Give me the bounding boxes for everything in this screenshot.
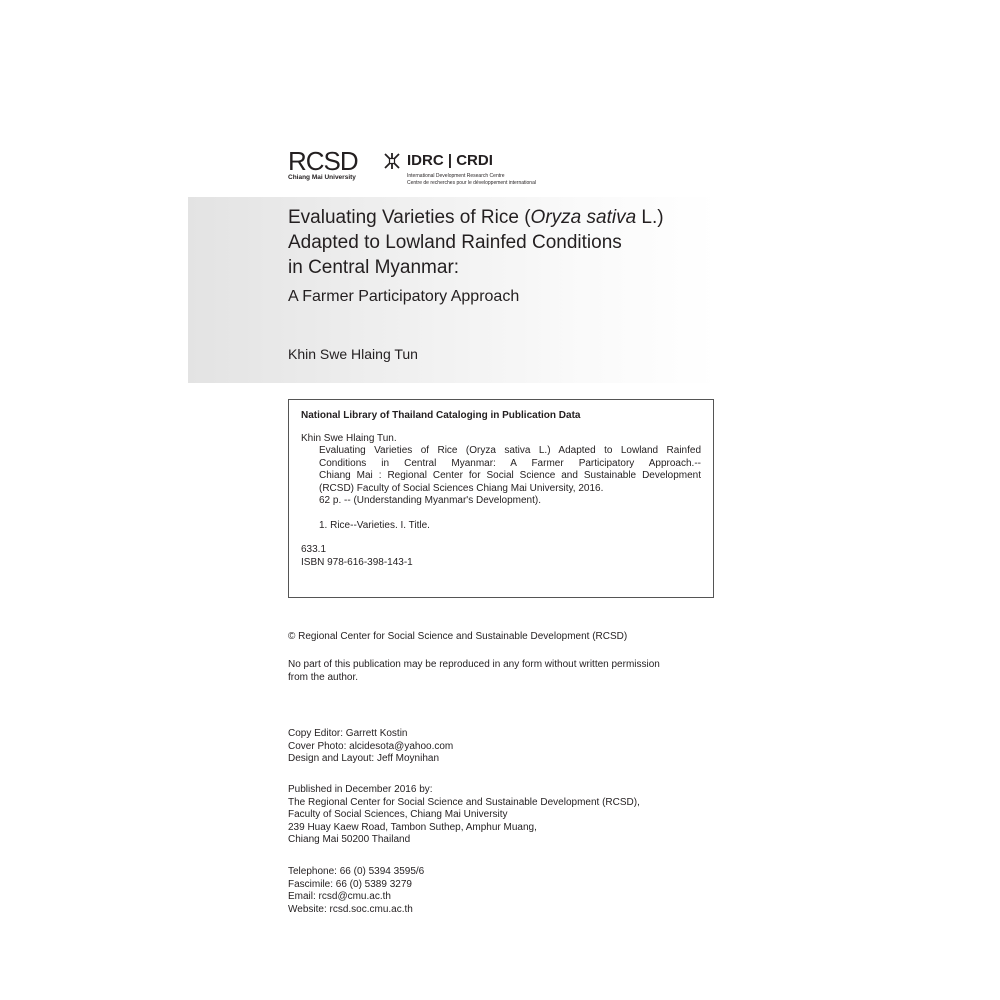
rights-line-2: from the author.	[288, 671, 359, 683]
book-title-line-1	[288, 205, 708, 230]
rcsd-logo-word: RCSD	[288, 146, 358, 176]
cip-description-line: 62 p. -- (Understanding Myanmar's Development).	[319, 495, 542, 506]
cip-description-line: Chiang Mai : Regional Center for Social Science and Sustainable Development	[319, 470, 701, 481]
rcsd-logo	[288, 148, 360, 184]
credit-cover-photo: Cover Photo: alcidesota@yahoo.com	[288, 740, 454, 752]
cip-subjects: 1. Rice--Varieties. I. Title.	[319, 519, 430, 531]
rights-line-1: No part of this publication may be reproduced in any form without written permission	[288, 659, 660, 670]
idrc-logo	[383, 150, 643, 186]
publisher-line-1: The Regional Center for Social Science and Sustainable Development (RCSD),	[288, 796, 640, 808]
idrc-logo-word: IDRC | CRDI	[407, 152, 493, 169]
credits	[288, 728, 718, 766]
contact-fax: Fascimile: 66 (0) 5389 3279	[288, 878, 412, 890]
cip-box	[288, 399, 714, 598]
contact-email: Email: rcsd@cmu.ac.th	[288, 891, 391, 902]
publisher-info	[288, 784, 718, 847]
cip-classification: 633.1	[301, 544, 327, 555]
copyright-notice	[288, 631, 718, 644]
idrc-logo-line-2: Centre de recherches pour le développement international	[407, 180, 536, 186]
rights-notice	[288, 659, 718, 684]
logo-bar	[288, 148, 708, 188]
cip-description	[301, 445, 701, 508]
cip-heading: National Library of Thailand Cataloging in Publication Data	[301, 410, 581, 421]
credit-copy-editor: Copy Editor: Garrett Kostin	[288, 728, 408, 739]
book-title-species: Oryza sativa	[530, 207, 637, 228]
contact-info	[288, 866, 718, 916]
cip-description-line: Evaluating Varieties of Rice (Oryza sativa L.) Adapted to Lowland Rainfed	[319, 445, 701, 456]
publisher-line-4: Chiang Mai 50200 Thailand	[288, 834, 411, 845]
cip-description-line: (RCSD) Faculty of Social Sciences Chiang Mai University, 2016.	[319, 482, 604, 494]
book-subtitle: A Farmer Participatory Approach	[288, 288, 520, 305]
published-date: Published in December 2016 by:	[288, 784, 433, 795]
book-title-line-3: in Central Myanmar:	[288, 257, 460, 278]
cip-isbn: ISBN 978-616-398-143-1	[301, 556, 413, 568]
copyright-text: © Regional Center for Social Science and Sustainable Development (RCSD)	[288, 631, 628, 642]
cip-description-line: Conditions in Central Myanmar: A Farmer Participatory Approach.--	[319, 457, 701, 469]
publisher-line-2: Faculty of Social Sciences, Chiang Mai University	[288, 809, 508, 820]
contact-telephone: Telephone: 66 (0) 5394 3595/6	[288, 866, 425, 877]
book-title-line-1-end: L.)	[636, 207, 664, 228]
book-author: Khin Swe Hlaing Tun	[288, 346, 418, 362]
book-title	[288, 205, 708, 280]
title-block	[288, 205, 708, 308]
idrc-logo-line-1: International Development Research Centre	[407, 173, 505, 179]
book-title-line-2: Adapted to Lowland Rainfed Conditions	[288, 232, 622, 253]
publisher-line-3: 239 Huay Kaew Road, Tambon Suthep, Amphur Muang,	[288, 821, 537, 833]
cip-author: Khin Swe Hlaing Tun.	[301, 432, 397, 444]
idrc-emblem-icon	[383, 152, 401, 170]
contact-website: Website: rcsd.soc.cmu.ac.th	[288, 903, 413, 915]
book-title-line-1-start: Evaluating Varieties of Rice (	[288, 207, 531, 228]
rcsd-logo-subtitle: Chiang Mai University	[288, 174, 356, 181]
credit-design: Design and Layout: Jeff Moynihan	[288, 753, 440, 764]
